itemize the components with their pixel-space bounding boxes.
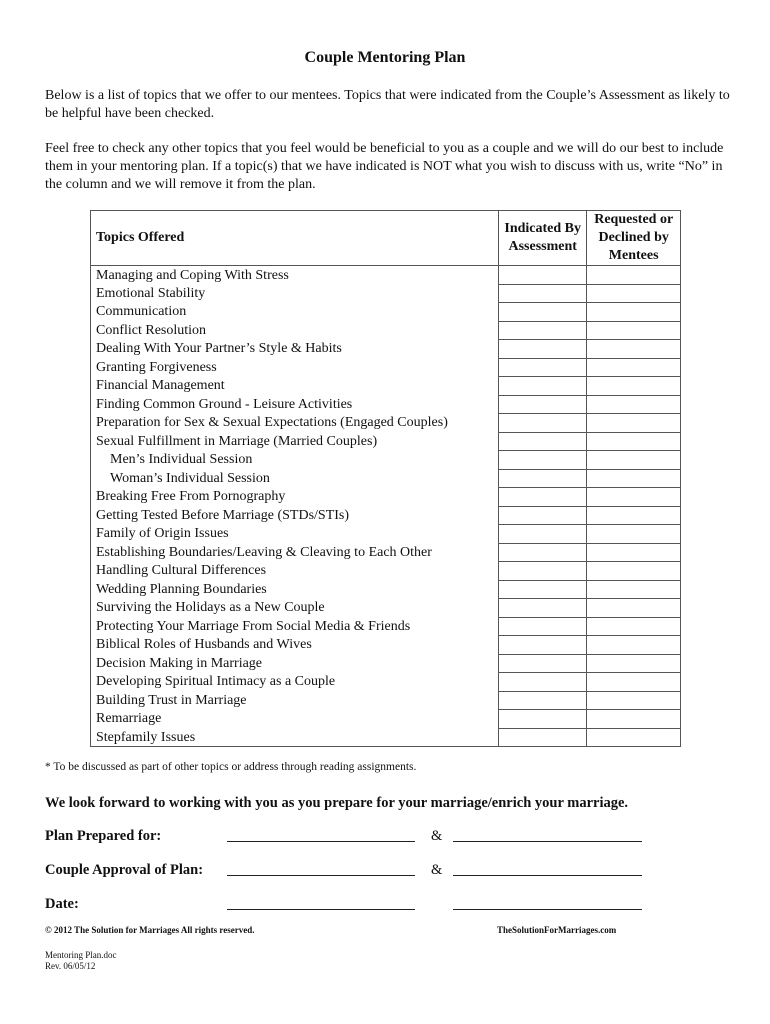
- indicated-by-assessment-cell[interactable]: [499, 728, 587, 747]
- plan-prepared-for-label: Plan Prepared for:: [45, 828, 162, 844]
- couple-approval-field-2[interactable]: [453, 875, 642, 876]
- topic-label: Granting Forgiveness: [91, 358, 499, 377]
- requested-or-declined-cell[interactable]: [587, 636, 681, 655]
- plan-prepared-for-field-2[interactable]: [453, 841, 642, 842]
- table-row: [91, 414, 681, 433]
- topic-label: Managing and Coping With Stress: [91, 266, 499, 285]
- topic-label: Men’s Individual Session: [91, 451, 499, 470]
- requested-or-declined-cell[interactable]: [587, 469, 681, 488]
- plan-prepared-for-row: [45, 828, 735, 848]
- table-row: [91, 377, 681, 396]
- couple-approval-row: [45, 862, 735, 882]
- table-row: [91, 321, 681, 340]
- indicated-by-assessment-cell[interactable]: [499, 673, 587, 692]
- table-row: [91, 728, 681, 747]
- ampersand: &: [431, 828, 443, 844]
- topic-label: Breaking Free From Pornography: [91, 488, 499, 507]
- indicated-by-assessment-cell[interactable]: [499, 469, 587, 488]
- table-row: [91, 469, 681, 488]
- document-filename: Mentoring Plan.doc: [45, 950, 117, 960]
- requested-or-declined-cell[interactable]: [587, 710, 681, 729]
- table-row: [91, 488, 681, 507]
- topic-label: Sexual Fulfillment in Marriage (Married Couples): [91, 432, 499, 451]
- table-row: [91, 599, 681, 618]
- requested-or-declined-cell[interactable]: [587, 617, 681, 636]
- topic-label: Wedding Planning Boundaries: [91, 580, 499, 599]
- requested-or-declined-cell[interactable]: [587, 266, 681, 285]
- intro-paragraph: Below is a list of topics that we offer to our mentees. Topics that were indicated from the Couple’s Assessment as likely to be helpful have been checked.: [45, 88, 730, 121]
- topic-label: Financial Management: [91, 377, 499, 396]
- requested-or-declined-cell[interactable]: [587, 432, 681, 451]
- table-row: [91, 506, 681, 525]
- copyright-notice: © 2012 The Solution for Marriages All rights reserved.: [45, 925, 255, 935]
- website-text: TheSolutionForMarriages.com: [497, 925, 617, 935]
- indicated-by-assessment-cell[interactable]: [499, 654, 587, 673]
- requested-or-declined-cell[interactable]: [587, 395, 681, 414]
- table-row: [91, 266, 681, 285]
- header-indicated-by-assessment: Indicated By Assessment: [499, 211, 587, 266]
- topic-label: Decision Making in Marriage: [91, 654, 499, 673]
- requested-or-declined-cell[interactable]: [587, 599, 681, 618]
- table-row: [91, 543, 681, 562]
- topic-label: Preparation for Sex & Sexual Expectations (Engaged Couples): [91, 414, 499, 433]
- requested-or-declined-cell[interactable]: [587, 451, 681, 470]
- topic-label: Handling Cultural Differences: [91, 562, 499, 581]
- table-row: [91, 525, 681, 544]
- table-row: [91, 451, 681, 470]
- table-row: [91, 284, 681, 303]
- date-label: Date:: [45, 896, 79, 912]
- requested-or-declined-cell[interactable]: [587, 506, 681, 525]
- date-field-2[interactable]: [453, 909, 642, 910]
- topic-label: Building Trust in Marriage: [91, 691, 499, 710]
- date-row: [45, 896, 735, 916]
- table-row: [91, 432, 681, 451]
- header-topics-offered: Topics Offered: [91, 211, 499, 266]
- indicated-by-assessment-cell[interactable]: [499, 377, 587, 396]
- indicated-by-assessment-cell[interactable]: [499, 358, 587, 377]
- topic-label: Dealing With Your Partner’s Style & Habits: [91, 340, 499, 359]
- indicated-by-assessment-cell[interactable]: [499, 506, 587, 525]
- table-row: [91, 710, 681, 729]
- indicated-by-assessment-cell[interactable]: [499, 266, 587, 285]
- document-revision: Rev. 06/05/12: [45, 961, 96, 971]
- indicated-by-assessment-cell[interactable]: [499, 525, 587, 544]
- header-requested-or-declined: Requested or Declined by Mentees: [587, 211, 681, 266]
- topic-label: Conflict Resolution: [91, 321, 499, 340]
- plan-prepared-for-field-1[interactable]: [227, 841, 415, 842]
- indicated-by-assessment-cell[interactable]: [499, 432, 587, 451]
- topic-label: Biblical Roles of Husbands and Wives: [91, 636, 499, 655]
- table-row: [91, 654, 681, 673]
- requested-or-declined-cell[interactable]: [587, 562, 681, 581]
- indicated-by-assessment-cell[interactable]: [499, 414, 587, 433]
- requested-or-declined-cell[interactable]: [587, 525, 681, 544]
- table-row: [91, 303, 681, 322]
- requested-or-declined-cell[interactable]: [587, 303, 681, 322]
- topic-label: Remarriage: [91, 710, 499, 729]
- requested-or-declined-cell[interactable]: [587, 340, 681, 359]
- topic-label: Emotional Stability: [91, 284, 499, 303]
- table-row: [91, 562, 681, 581]
- indicated-by-assessment-cell[interactable]: [499, 543, 587, 562]
- indicated-by-assessment-cell[interactable]: [499, 636, 587, 655]
- indicated-by-assessment-cell[interactable]: [499, 395, 587, 414]
- topic-label: Family of Origin Issues: [91, 525, 499, 544]
- requested-or-declined-cell[interactable]: [587, 673, 681, 692]
- indicated-by-assessment-cell[interactable]: [499, 303, 587, 322]
- topic-label: Getting Tested Before Marriage (STDs/STIs): [91, 506, 499, 525]
- table-row: [91, 395, 681, 414]
- page-title: Couple Mentoring Plan: [304, 49, 466, 66]
- table-row: [91, 691, 681, 710]
- requested-or-declined-cell[interactable]: [587, 377, 681, 396]
- indicated-by-assessment-cell[interactable]: [499, 321, 587, 340]
- topic-rows: [91, 266, 681, 747]
- requested-or-declined-cell[interactable]: [587, 728, 681, 747]
- requested-or-declined-cell[interactable]: [587, 284, 681, 303]
- table-row: [91, 673, 681, 692]
- topic-label: Woman’s Individual Session: [91, 469, 499, 488]
- table-row: [91, 340, 681, 359]
- topic-label: Stepfamily Issues: [91, 728, 499, 747]
- couple-approval-label: Couple Approval of Plan:: [45, 862, 204, 878]
- topic-label: Protecting Your Marriage From Social Media & Friends: [91, 617, 499, 636]
- requested-or-declined-cell[interactable]: [587, 543, 681, 562]
- topic-label: Establishing Boundaries/Leaving & Cleaving to Each Other: [91, 543, 499, 562]
- table-row: [91, 617, 681, 636]
- requested-or-declined-cell[interactable]: [587, 488, 681, 507]
- requested-or-declined-cell[interactable]: [587, 414, 681, 433]
- requested-or-declined-cell[interactable]: [587, 580, 681, 599]
- topic-label: Finding Common Ground - Leisure Activities: [91, 395, 499, 414]
- indicated-by-assessment-cell[interactable]: [499, 691, 587, 710]
- instructions-paragraph: Feel free to check any other topics that you feel would be beneficial to you as a couple and we will do our best to include them in your mentoring plan. If a topic(s) that we have indicated is NOT what you wish to discuss with us, write “No” in the column and we will remove it from the plan.: [45, 141, 724, 192]
- indicated-by-assessment-cell[interactable]: [499, 488, 587, 507]
- closing-statement: We look forward to working with you as you prepare for your marriage/enrich your marriage.: [45, 795, 629, 811]
- topic-label: Communication: [91, 303, 499, 322]
- ampersand: &: [431, 862, 443, 878]
- indicated-by-assessment-cell[interactable]: [499, 599, 587, 618]
- requested-or-declined-cell[interactable]: [587, 321, 681, 340]
- topics-table: [90, 210, 681, 747]
- indicated-by-assessment-cell[interactable]: [499, 617, 587, 636]
- table-row: [91, 580, 681, 599]
- requested-or-declined-cell[interactable]: [587, 654, 681, 673]
- indicated-by-assessment-cell[interactable]: [499, 284, 587, 303]
- footnote: * To be discussed as part of other topics or address through reading assignments.: [45, 761, 417, 773]
- table-row: [91, 636, 681, 655]
- indicated-by-assessment-cell[interactable]: [499, 562, 587, 581]
- requested-or-declined-cell[interactable]: [587, 691, 681, 710]
- date-field-1[interactable]: [227, 909, 415, 910]
- table-header-row: [91, 211, 681, 266]
- couple-approval-field-1[interactable]: [227, 875, 415, 876]
- indicated-by-assessment-cell[interactable]: [499, 451, 587, 470]
- topic-label: Developing Spiritual Intimacy as a Couple: [91, 673, 499, 692]
- indicated-by-assessment-cell[interactable]: [499, 340, 587, 359]
- indicated-by-assessment-cell[interactable]: [499, 580, 587, 599]
- indicated-by-assessment-cell[interactable]: [499, 710, 587, 729]
- table-row: [91, 358, 681, 377]
- document-info: [45, 950, 117, 972]
- topic-label: Surviving the Holidays as a New Couple: [91, 599, 499, 618]
- requested-or-declined-cell[interactable]: [587, 358, 681, 377]
